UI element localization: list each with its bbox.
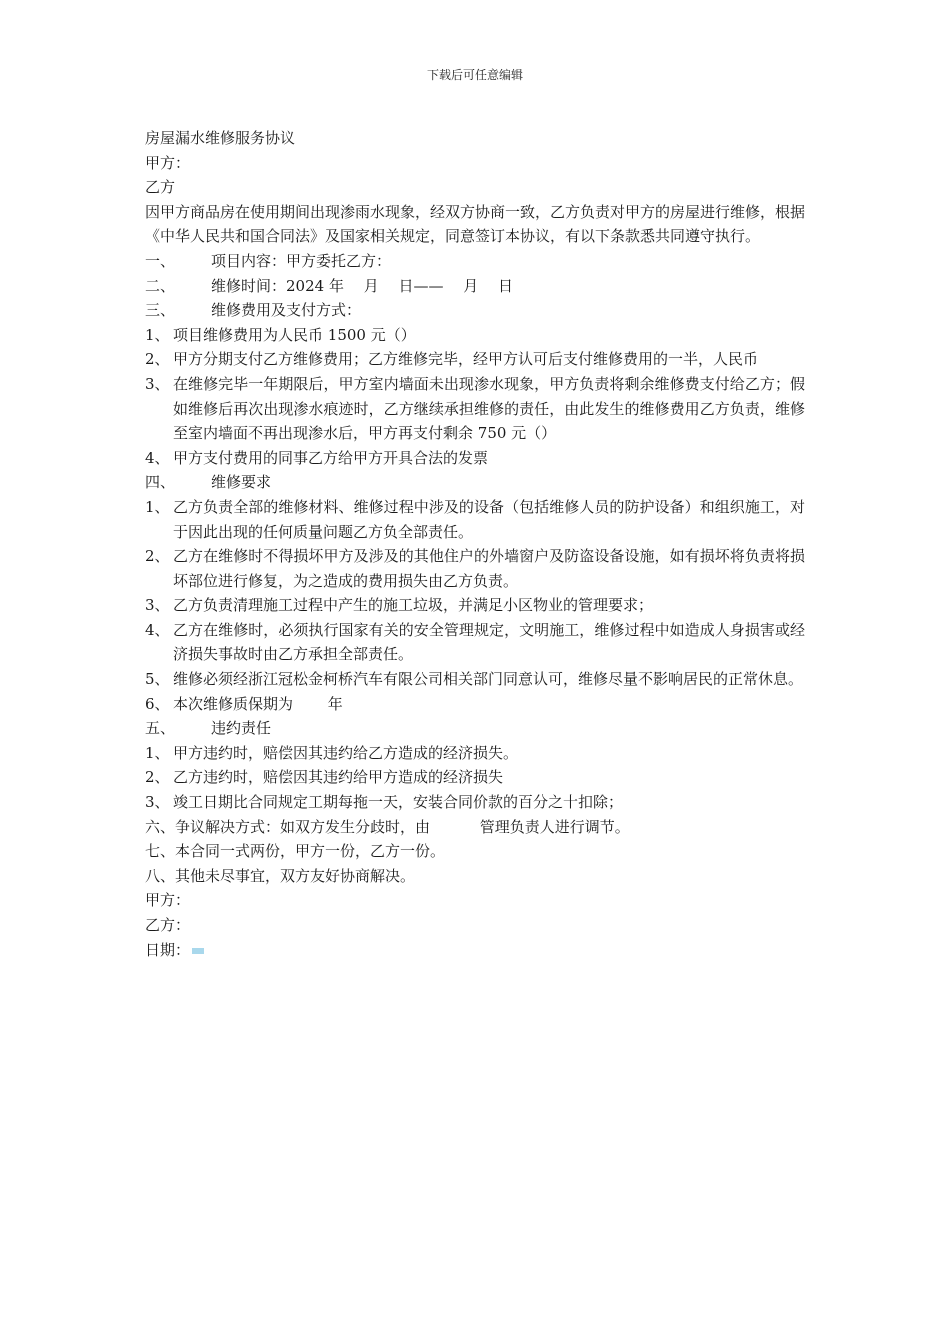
item-text: 本次维修质保期为 年 <box>173 694 343 713</box>
date-field-highlight <box>192 948 204 954</box>
section-3 <box>145 298 805 323</box>
list-item <box>145 593 805 618</box>
item-number: 5、 <box>145 670 170 689</box>
list-item <box>145 692 805 717</box>
section-number: 二、 <box>145 276 176 295</box>
item-text: 乙方在维修时，必须执行国家有关的安全管理规定，文明施工，维修过程中如造成人身损害或经济损失事故时由乙方承担全部责任。 <box>173 620 805 664</box>
intro-paragraph: 因甲方商品房在使用期间出现渗雨水现象，经双方协商一致，乙方负责对甲方的房屋进行维修，根据《中华人民共和国合同法》及国家相关规定，同意签订本协议，有以下条款悉共同遵守执行。 <box>145 202 806 246</box>
item-number: 2、 <box>145 350 170 369</box>
section-8: 八、其他未尽事宜，双方友好协商解决。 <box>145 866 416 885</box>
section-text: 项目内容：甲方委托乙方： <box>211 251 392 270</box>
list-item <box>145 323 805 348</box>
section-text: 维修时间：2024 年 月 日—— 月 日 <box>211 276 514 295</box>
item-number: 1、 <box>145 743 170 762</box>
item-number: 4、 <box>145 620 170 639</box>
item-number: 3、 <box>145 596 170 615</box>
item-text: 甲方支付费用的同事乙方给甲方开具合法的发票 <box>173 448 489 467</box>
item-text: 项目维修费用为人民币 1500 元（） <box>173 325 416 344</box>
page-header: 下载后可任意编辑 <box>426 68 523 82</box>
signature-date <box>145 938 805 963</box>
section-5 <box>145 716 805 741</box>
list-item <box>145 741 805 766</box>
item-number: 6、 <box>145 694 170 713</box>
section-number: 四、 <box>145 473 176 492</box>
party-a-label: 甲方： <box>145 153 191 172</box>
list-item <box>145 347 805 372</box>
item-text: 乙方在维修时不得损坏甲方及涉及的其他住户的外墙窗户及防盗设备设施，如有损坏将负责将损坏部位进行修复，为之造成的费用损失由乙方负责。 <box>173 547 805 590</box>
list-item <box>145 765 805 790</box>
list-item <box>145 372 805 446</box>
party-b-label: 乙方 <box>145 178 176 197</box>
signature-party-a: 甲方： <box>145 891 191 910</box>
item-number: 2、 <box>145 768 170 787</box>
document-body <box>145 126 805 962</box>
section-number: 三、 <box>145 301 176 320</box>
section-text: 维修要求 <box>211 473 272 492</box>
date-label: 日期： <box>145 940 191 959</box>
item-number: 1、 <box>145 325 170 344</box>
section-4 <box>145 470 805 495</box>
item-text: 甲方违约时，赔偿因其违约给乙方造成的经济损失。 <box>173 743 519 762</box>
item-number: 4、 <box>145 448 170 467</box>
item-number: 3、 <box>145 793 170 812</box>
list-item <box>145 667 805 692</box>
section-6: 六、争议解决方式：如双方发生分歧时，由 管理负责人进行调节。 <box>145 817 630 836</box>
list-item <box>145 790 805 815</box>
section-1 <box>145 249 805 274</box>
signature-party-b: 乙方： <box>145 916 191 934</box>
item-text: 竣工日期比合同规定工期每拖一天，安装合同价款的百分之十扣除； <box>173 793 624 812</box>
section-2 <box>145 274 805 299</box>
item-text: 乙方违约时，赔偿因其违约给甲方造成的经济损失 <box>173 768 504 787</box>
section-7: 七、本合同一式两份，甲方一份，乙方一份。 <box>145 842 446 861</box>
item-text: 甲方分期支付乙方维修费用；乙方维修完毕，经甲方认可后支付维修费用的一半，人民币 <box>173 350 759 369</box>
section-number: 一、 <box>145 251 176 270</box>
section-text: 维修费用及支付方式： <box>211 301 362 320</box>
item-text: 乙方负责清理施工过程中产生的施工垃圾，并满足小区物业的管理要求； <box>173 596 654 615</box>
list-item <box>145 495 805 544</box>
list-item <box>145 446 805 471</box>
item-number: 1、 <box>145 497 170 516</box>
list-item <box>145 618 805 667</box>
document-title: 房屋漏水维修服务协议 <box>145 129 296 147</box>
list-item <box>145 544 805 593</box>
item-text: 在维修完毕一年期限后，甲方室内墙面未出现渗水现象，甲方负责将剩余维修费支付给乙方；假如维修后再次出现渗水痕迹时，乙方继续承担维修的责任，由此发生的维修费用乙方负责，维修至室内墙面不再出现渗水后，甲方再支付剩余 750 元（） <box>173 374 805 443</box>
item-number: 2、 <box>145 547 170 566</box>
section-text: 违约责任 <box>211 719 272 738</box>
item-text: 乙方负责全部的维修材料、维修过程中涉及的设备（包括维修人员的防护设备）和组织施工，对于因此出现的任何质量问题乙方负全部责任。 <box>173 497 805 541</box>
item-text: 维修必须经浙江冠松金柯桥汽车有限公司相关部门同意认可，维修尽量不影响居民的正常休息。 <box>173 670 804 689</box>
item-number: 3、 <box>145 374 170 393</box>
section-number: 五、 <box>145 719 176 738</box>
